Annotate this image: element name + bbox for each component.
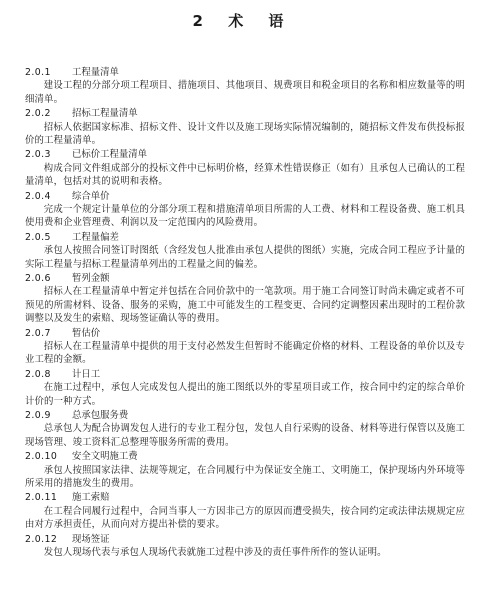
term-definition: 建设工程的分部分项工程项目、措施项目、其他项目、规费项目和税金项目的名称和相应数量等的明细清单。 <box>25 80 465 105</box>
term-name: 安全文明施工费 <box>72 451 138 463</box>
term-item <box>25 327 465 367</box>
term-number: 2.0.3 <box>25 149 51 161</box>
term-item <box>25 491 465 531</box>
term-heading <box>25 368 465 381</box>
term-number: 2.0.7 <box>25 327 51 339</box>
term-number: 2.0.12 <box>25 533 58 545</box>
term-definition: 在施工过程中，承包人完成发包人提出的施工图纸以外的零星项目或工作，按合同中约定的综合单价计价的一种方式。 <box>25 382 465 407</box>
term-heading <box>25 409 465 422</box>
term-definition: 发包人现场代表与承包人现场代表就施工过程中涉及的责任事件所作的签认证明。 <box>43 547 387 559</box>
term-heading <box>25 272 465 285</box>
term-definition: 招标人依据国家标准、招标文件、设计文件以及施工现场实际情况编制的，随招标文件发布供投标报价的工程量清单。 <box>25 121 465 146</box>
term-item <box>25 272 465 326</box>
term-name: 工程量偏差 <box>72 231 119 243</box>
term-heading <box>25 190 465 203</box>
term-name: 暂估价 <box>72 327 101 339</box>
term-name: 计日工 <box>72 368 101 380</box>
term-item <box>25 190 465 230</box>
term-item <box>25 533 465 560</box>
term-heading <box>25 66 465 79</box>
term-definition: 承包人按照国家法律、法规等规定，在合同履行中为保证安全施工、文明施工，保护现场内外环境等所采用的措施发生的费用。 <box>25 464 465 490</box>
term-item <box>25 66 465 106</box>
term-name: 综合单价 <box>72 190 110 202</box>
term-number: 2.0.6 <box>25 273 51 285</box>
term-item <box>25 148 465 188</box>
term-number: 2.0.9 <box>25 410 51 422</box>
term-number: 2.0.8 <box>25 368 51 380</box>
term-number: 2.0.11 <box>25 492 58 504</box>
term-heading <box>25 231 465 244</box>
terms-list <box>25 66 465 560</box>
term-item <box>25 450 465 490</box>
term-name: 已标价工程量清单 <box>72 149 148 161</box>
term-definition: 完成一个规定计量单位的分部分项工程和措施清单项目所需的人工费、材料和工程设备费、施工机具使用费和企业管理费、利润以及一定范围内的风险费用。 <box>25 204 465 229</box>
term-number: 2.0.2 <box>25 108 51 120</box>
term-name: 现场签证 <box>72 533 110 545</box>
term-heading <box>25 533 465 546</box>
term-definition: 在工程合同履行过程中，合同当事人一方因非己方的原因而遭受损失，按合同约定或法律法规规定应由对方承担责任，从而向对方提出补偿的要求。 <box>25 505 465 531</box>
term-name: 工程量清单 <box>72 67 119 78</box>
term-definition: 承包人按照合同签订时图纸（含经发包人批准由承包人提供的图纸）实施，完成合同工程应予计量的实际工程量与招标工程量清单列出的工程量之间的偏差。 <box>25 245 465 270</box>
term-item <box>25 107 465 147</box>
term-number: 2.0.10 <box>25 451 58 463</box>
term-number: 2.0.4 <box>25 190 51 202</box>
term-definition: 总承包人为配合协调发包人进行的专业工程分包，发包人自行采购的设备、材料等进行保管以及施工现场管理、竣工资料汇总整理等服务所需的费用。 <box>25 423 465 448</box>
term-name: 暂列金额 <box>72 273 110 285</box>
term-name: 施工索赔 <box>72 492 110 504</box>
term-item <box>25 368 465 408</box>
term-heading <box>25 327 465 340</box>
term-name: 总承包服务费 <box>72 410 129 422</box>
term-heading <box>25 450 465 463</box>
term-number: 2.0.5 <box>25 231 51 243</box>
term-heading <box>25 148 465 161</box>
term-number: 2.0.1 <box>25 67 51 78</box>
term-definition: 构成合同文件组成部分的投标文件中已标明价格，经算术性错误修正（如有）且承包人已确认的工程量清单，包括对其的说明和表格。 <box>25 162 465 188</box>
term-item <box>25 231 465 271</box>
term-heading <box>25 107 465 120</box>
term-item <box>25 409 465 449</box>
term-name: 招标工程量清单 <box>72 108 138 120</box>
term-heading <box>25 491 465 504</box>
term-definition: 招标人在工程量清单中提供的用于支付必然发生但暂时不能确定价格的材料、工程设备的单价以及专业工程的金额。 <box>25 341 465 366</box>
term-definition: 招标人在工程量清单中暂定并包括在合同价款中的一笔款项。用于施工合同签订时尚未确定或者不可预见的所需材料、设备、服务的采购，施工中可能发生的工程变更、合同约定调整因素出现时的工程价款调整以及发生的索赔、现场签证确认等的费用。 <box>25 286 465 325</box>
chapter-title: 2 术 语 <box>192 12 294 30</box>
